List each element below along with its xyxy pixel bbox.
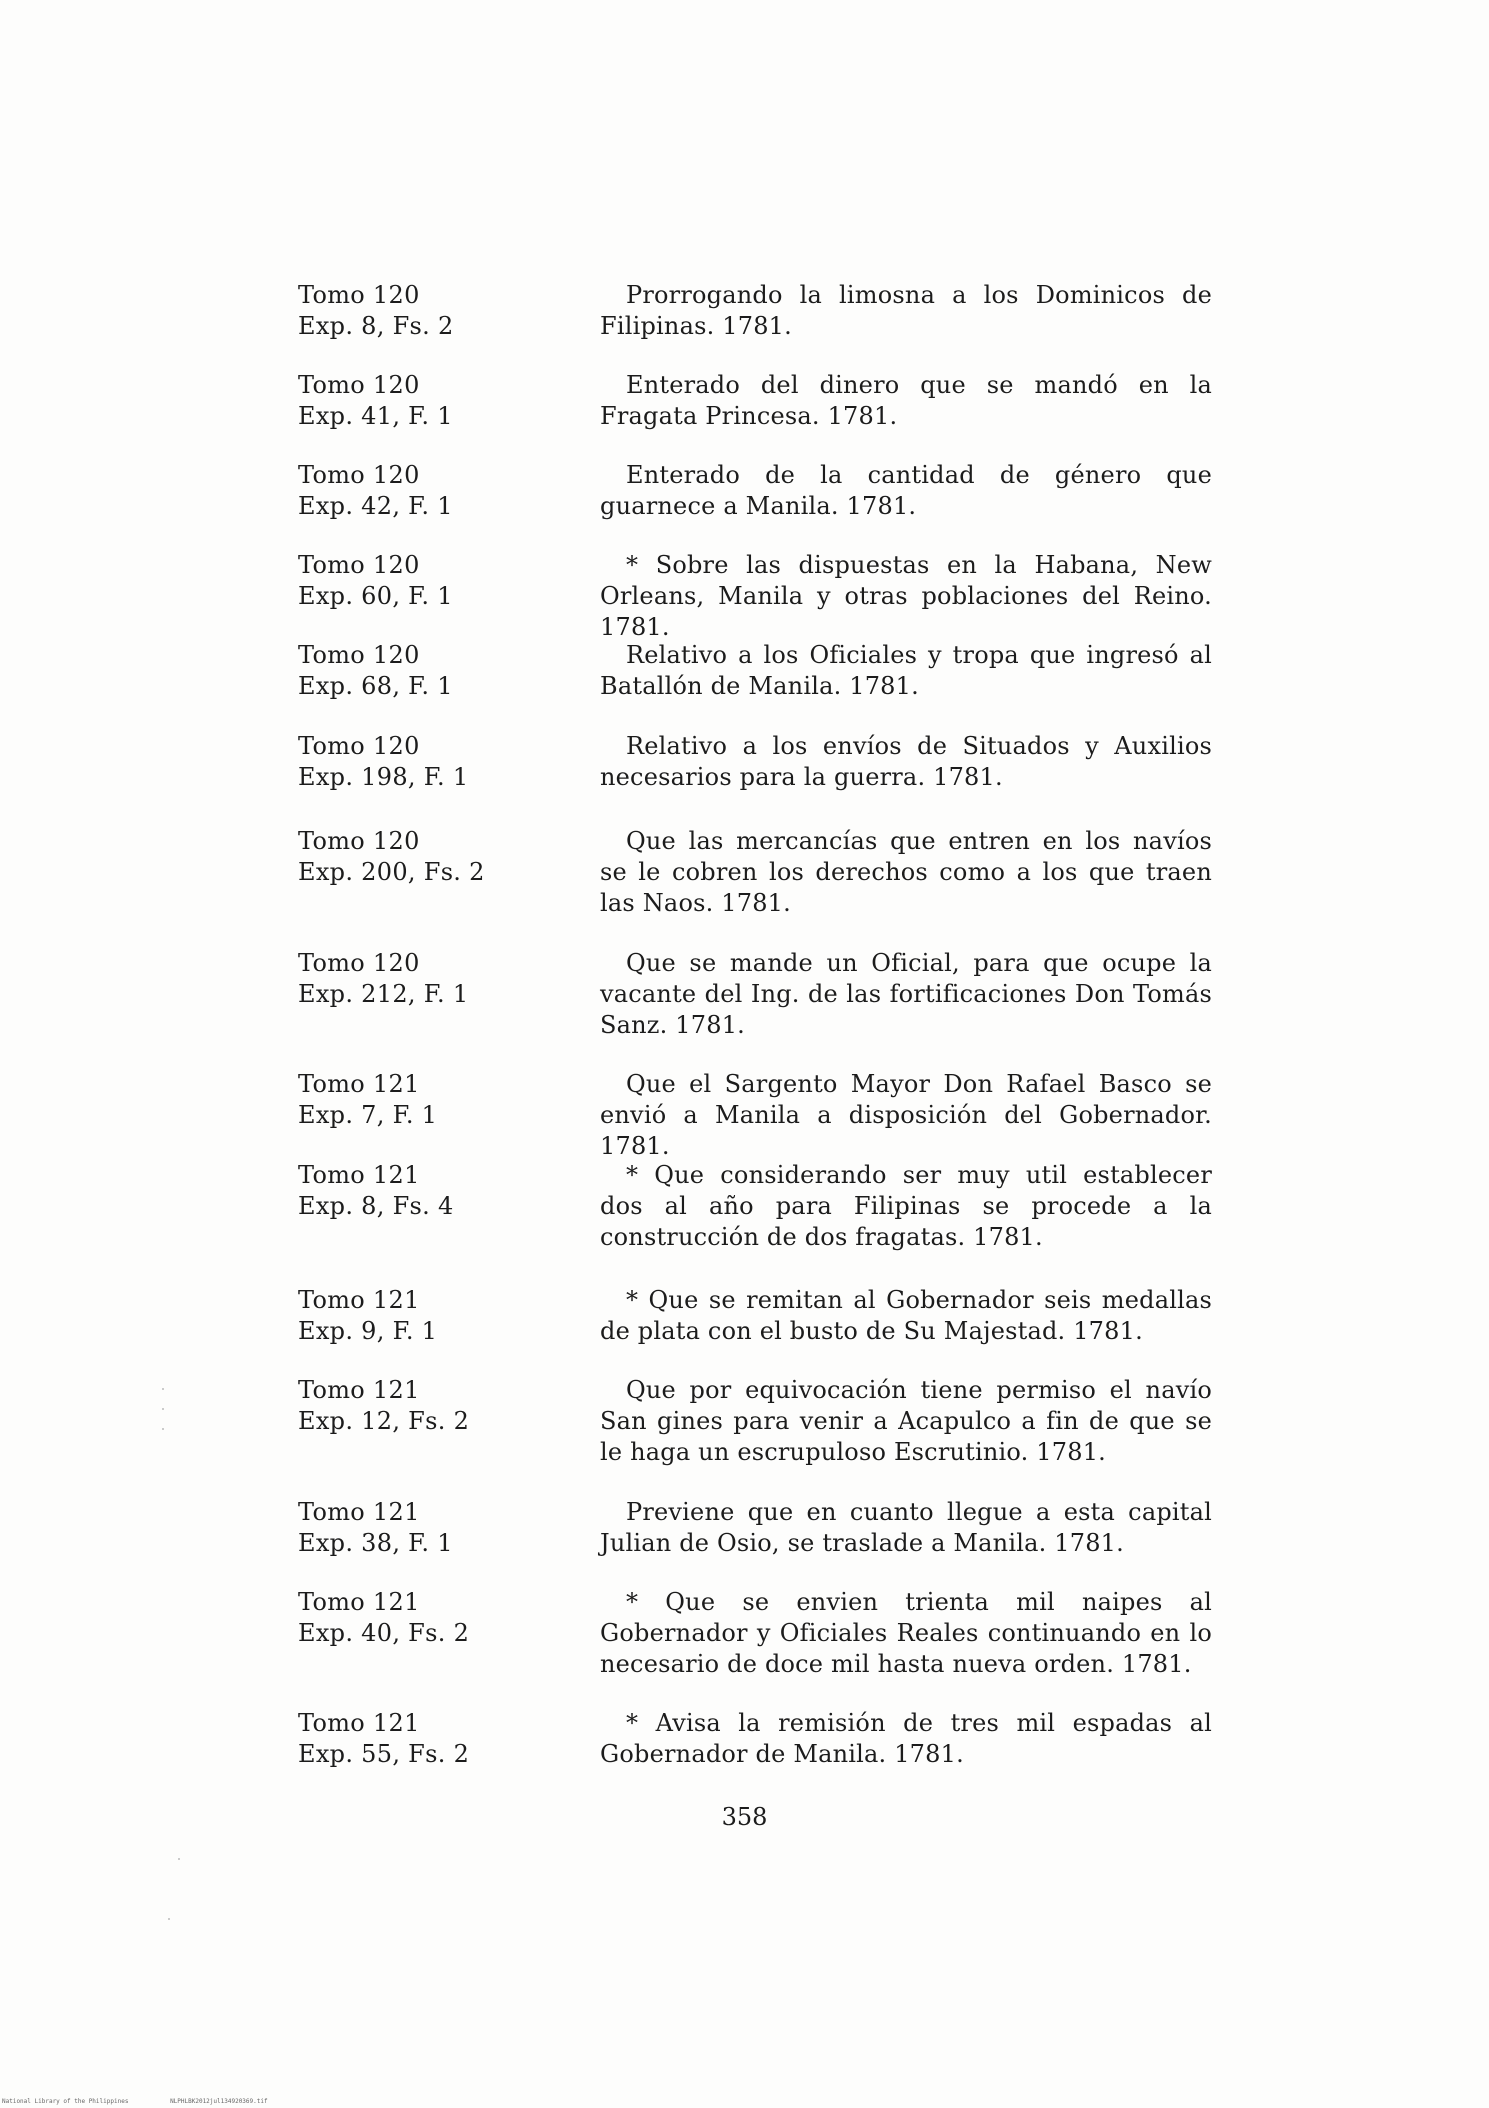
tomo-label: Tomo 121 [298,1498,420,1526]
expediente-label: Exp. 68, F. 1 [298,672,453,700]
archive-reference [298,280,558,342]
entry-description: Que el Sargento Mayor Don Rafael Basco se envió a Manila a disposición del Gobernador. 1781. [600,1070,1212,1160]
archive-reference [298,1587,558,1649]
entry-description: Previene que en cuanto llegue a esta capital Julian de Osio, se traslade a Manila. 1781. [600,1498,1212,1557]
entry-description: Relativo a los Oficiales y tropa que ingresó al Batallón de Manila. 1781. [600,641,1212,700]
tomo-label: Tomo 120 [298,949,420,977]
tomo-label: Tomo 121 [298,1588,420,1616]
expediente-label: Exp. 8, Fs. 4 [298,1192,454,1220]
page-number: 358 [721,1803,768,1831]
expediente-label: Exp. 41, F. 1 [298,402,453,430]
archive-reference [298,826,558,888]
entry-description: Enterado del dinero que se mandó en la Fragata Princesa. 1781. [600,371,1212,430]
entry-description: * Que se remitan al Gobernador seis medallas de plata con el busto de Su Majestad. 1781. [600,1286,1212,1345]
scan-speck [168,1918,170,1920]
scan-footer [2,2098,306,2106]
tomo-label: Tomo 121 [298,1286,420,1314]
tomo-label: Tomo 120 [298,641,420,669]
archive-reference [298,1069,558,1131]
entry-description: * Que considerando ser muy util establecer dos al año para Filipinas se procede a la construcción de dos fragatas. 1781. [600,1161,1212,1251]
archive-reference [298,948,558,1010]
archive-reference [298,640,558,702]
archive-reference [298,1497,558,1559]
entry-description: Que las mercancías que entren en los navíos se le cobren los derechos como a los que traen las Naos. 1781. [600,827,1212,917]
scan-speck [162,1388,164,1390]
archive-reference [298,460,558,522]
expediente-label: Exp. 7, F. 1 [298,1101,438,1129]
scan-speck [178,1858,180,1860]
expediente-label: Exp. 40, Fs. 2 [298,1619,470,1647]
expediente-label: Exp. 55, Fs. 2 [298,1740,470,1768]
entry-description: Prorrogando la limosna a los Dominicos de Filipinas. 1781. [600,281,1212,340]
entry-description: * Avisa la remisión de tres mil espadas al Gobernador de Manila. 1781. [600,1709,1212,1768]
tomo-label: Tomo 121 [298,1709,420,1737]
archive-reference [298,1160,558,1222]
archive-reference [298,1375,558,1437]
expediente-label: Exp. 212, F. 1 [298,980,469,1008]
expediente-label: Exp. 60, F. 1 [298,582,453,610]
tomo-label: Tomo 120 [298,461,420,489]
tomo-label: Tomo 120 [298,371,420,399]
entry-description: * Que se envien trienta mil naipes al Gobernador y Oficiales Reales continuando en lo necesario de doce mil hasta nueva orden. 1781. [600,1588,1212,1678]
tomo-label: Tomo 121 [298,1376,420,1404]
archive-reference [298,370,558,432]
tomo-label: Tomo 121 [298,1070,420,1098]
footer-file: NLPHLBK2012jul134920369.tif [170,2098,268,2105]
archive-reference [298,550,558,612]
expediente-label: Exp. 42, F. 1 [298,492,453,520]
entry-description: Enterado de la cantidad de género que guarnece a Manila. 1781. [600,461,1212,520]
expediente-label: Exp. 198, F. 1 [298,763,469,791]
expediente-label: Exp. 9, F. 1 [298,1317,438,1345]
archive-reference [298,1285,558,1347]
tomo-label: Tomo 120 [298,732,420,760]
archive-reference [298,1708,558,1770]
entry-description: Relativo a los envíos de Situados y Auxilios necesarios para la guerra. 1781. [600,732,1212,791]
tomo-label: Tomo 120 [298,281,420,309]
expediente-label: Exp. 200, Fs. 2 [298,858,485,886]
archive-reference [298,731,558,793]
scan-speck [162,1408,164,1410]
expediente-label: Exp. 8, Fs. 2 [298,312,454,340]
scan-speck [162,1428,164,1430]
tomo-label: Tomo 121 [298,1161,420,1189]
entry-description: Que se mande un Oficial, para que ocupe la vacante del Ing. de las fortificaciones Don Tomás Sanz. 1781. [600,949,1212,1039]
expediente-label: Exp. 12, Fs. 2 [298,1407,470,1435]
footer-library: National Library of the Philippines [2,2098,129,2105]
entry-description: Que por equivocación tiene permiso el navío San gines para venir a Acapulco a fin de que se le haga un escrupuloso Escrutinio. 1781. [600,1376,1212,1466]
entry-description: * Sobre las dispuestas en la Habana, New Orleans, Manila y otras poblaciones del Reino. 1781. [600,551,1212,641]
expediente-label: Exp. 38, F. 1 [298,1529,453,1557]
tomo-label: Tomo 120 [298,827,420,855]
tomo-label: Tomo 120 [298,551,420,579]
